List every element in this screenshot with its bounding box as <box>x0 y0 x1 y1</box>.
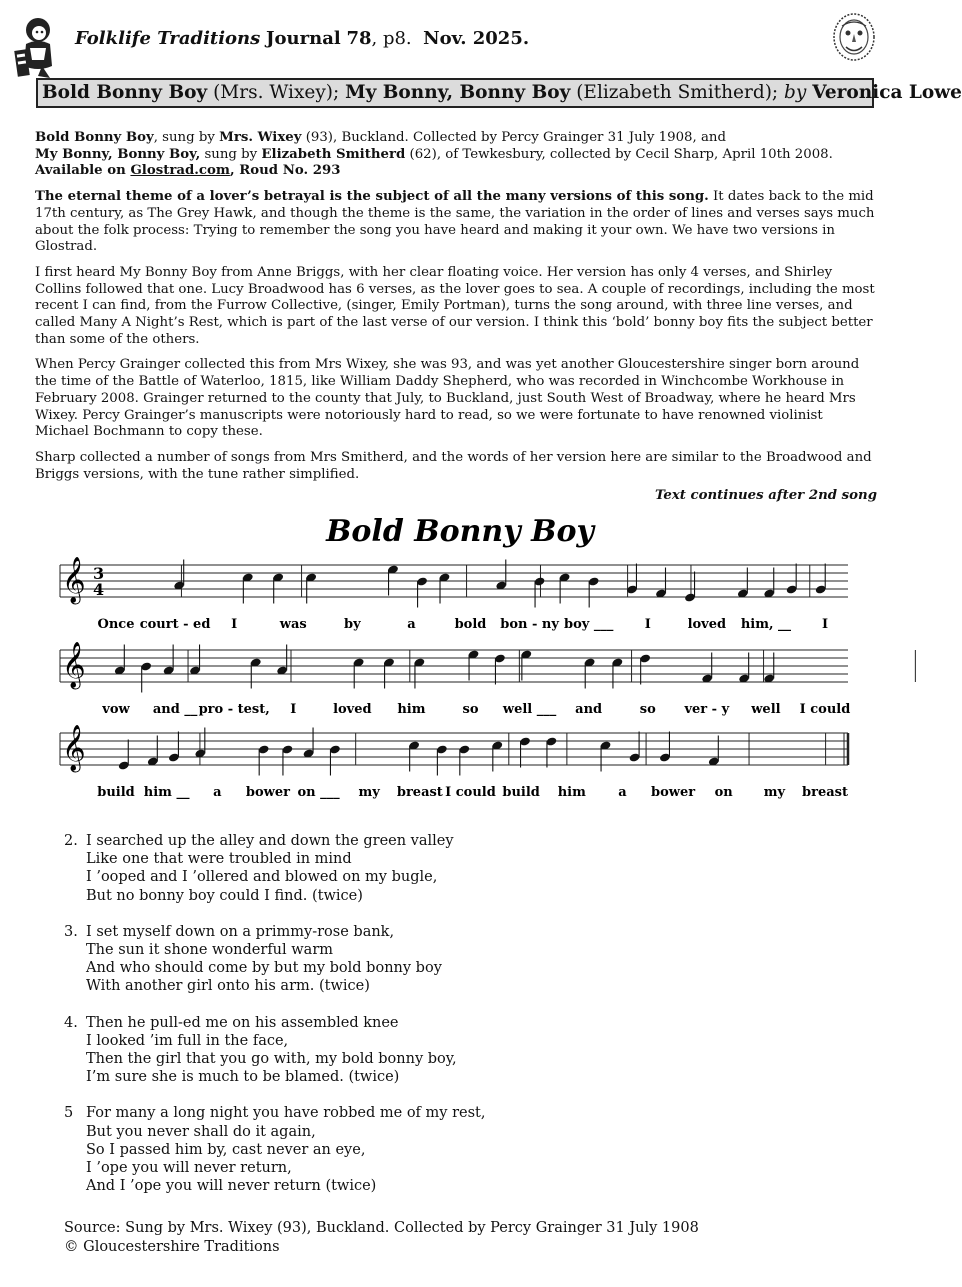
journal-word: Journal <box>266 28 341 49</box>
lyric-syllable: I <box>644 617 651 632</box>
lyric-syllable: pro - test, <box>198 702 270 717</box>
lyric-syllable: him <box>557 785 586 800</box>
intro-song2: My Bonny, Bonny Boy, <box>35 146 201 162</box>
lyric-syllable: Once <box>97 617 135 632</box>
verse-line: So I passed him by, cast never an eye, <box>86 1141 366 1158</box>
lyric-syllable: so <box>462 702 479 717</box>
lyric-syllable: my <box>358 785 380 800</box>
verse <box>64 832 485 905</box>
verse <box>64 1104 485 1195</box>
lyric-syllable: him, __ <box>740 617 792 632</box>
continuation-note: Text continues after 2nd song <box>654 488 877 504</box>
intro-text: (93), Buckland. Collected by Percy Grainger 31 July 1908, and <box>301 130 726 145</box>
title-singer2: (Elizabeth Smitherd); <box>576 82 779 103</box>
title-song1: Bold Bonny Boy <box>42 82 208 103</box>
verse-number: 2. <box>64 833 78 849</box>
lyric-syllable: vow <box>102 702 130 717</box>
journal-header <box>75 28 529 49</box>
lyric-syllable: I <box>290 702 297 717</box>
journal-name: Folklife Traditions <box>75 28 261 49</box>
lyric-syllable: breast <box>802 785 848 800</box>
lyric-syllable: my <box>763 785 786 800</box>
lyric-syllable: him <box>397 702 426 717</box>
lyric-syllable: on <box>714 785 733 800</box>
copyright-line: © Gloucestershire Traditions <box>64 1238 280 1255</box>
time-signature-bottom: 4 <box>93 580 105 599</box>
lyric-syllable: well ___ <box>502 702 557 717</box>
intro-singer1: Mrs. Wixey <box>219 130 302 145</box>
verse-line: And I ’ope you will never return (twice) <box>86 1178 377 1195</box>
score-title: Bold Bonny Boy <box>326 514 594 549</box>
lyric-syllable: a <box>618 785 627 800</box>
lyric-syllable: him __ <box>143 785 190 800</box>
green-man-emblem-icon <box>832 12 876 62</box>
article-body <box>35 130 877 505</box>
verse-line: Then he pull-ed me on his assembled knee <box>86 1014 399 1031</box>
verse-line: Then the girl that you go with, my bold bonny boy, <box>86 1051 457 1068</box>
lyric-syllable: by <box>344 617 361 632</box>
lyric-syllable: bon - ny <box>500 617 559 632</box>
lyric-syllable: and <box>575 702 603 717</box>
intro-text: (62), of Tewkesbury, collected by Cecil Sharp, April 10th 2008. <box>405 146 833 162</box>
lyric-syllable: a <box>213 785 222 800</box>
paragraph-3: When Percy Grainger collected this from Mrs Wixey, she was 93, and was yet another Gloucestershire singer born around the time of the Battle of Waterloo, 1815, like William Daddy Shepherd, who was recorded in Winchcombe Workhouse in February 2008. Grainger returned to the county that July, to Buckland, just South West of Broadway, where he heard Mrs Wixey. Percy Grainger’s manuscripts were notoriously hard to read, so we were fortunate to have renowned violinist Michael Bochmann to copy these. <box>35 357 860 440</box>
lyric-syllable: I <box>231 617 238 632</box>
verse-line: I’m sure she is much to be blamed. (twice) <box>86 1069 400 1086</box>
treble-clef-icon: 𝄞 <box>62 642 86 688</box>
verse-line: With another girl onto his arm. (twice) <box>86 978 370 995</box>
lyric-syllable: bower <box>651 785 696 800</box>
paragraph-2: I first heard My Bonny Boy from Anne Briggs, with her clear floating voice. Her version has only 4 verses, and Shirley Collins followed that one. Lucy Broadwood has 6 verses, as the lover goes to sea. A couple of recordings, including the most recent I can find, from the Furrow Collective, (singer, Emily Portman), turns the song around, with three line verses, and called Many A Night’s Rest, which is part of the last verse of our version. I think this ‘bold’ bonny boy fits the subject better than some of the others. <box>35 264 875 347</box>
intro-song1: Bold Bonny Boy <box>35 130 154 145</box>
verse <box>64 1014 485 1087</box>
intro-text: , sung by <box>153 130 220 145</box>
treble-clef-icon: 𝄞 <box>62 725 86 771</box>
lyric-syllable: so <box>639 702 656 717</box>
verse-line: The sun it shone wonderful warm <box>86 942 334 959</box>
title-by: by <box>784 82 807 103</box>
paragraph-1 <box>35 189 877 256</box>
lyric-syllable: I could <box>445 785 496 800</box>
verse-number: 5 <box>64 1105 74 1122</box>
verse <box>64 923 485 996</box>
lyric-syllable: I <box>821 617 829 632</box>
lyric-syllable: ver - y <box>684 702 730 717</box>
sheet-music-score <box>60 505 860 805</box>
title-author: Veronica Lowe <box>812 82 962 103</box>
lyric-syllable: breast <box>396 785 443 800</box>
page-ref: , p8. <box>371 28 412 49</box>
verse-line: I set myself down on a primmy-rose bank, <box>86 923 395 940</box>
lyric-syllable: bower <box>245 785 290 800</box>
intro-block <box>35 130 877 180</box>
issue-date: Nov. 2025. <box>423 28 530 49</box>
lyric-syllable: loved <box>333 702 372 717</box>
lyric-syllable: well <box>751 702 781 717</box>
lyric-syllable: bold <box>454 617 487 632</box>
verse-line: I searched up the alley and down the green valley <box>86 833 454 849</box>
roud-number: , Roud No. 293 <box>229 163 341 179</box>
glostrad-link[interactable]: Glostrad.com <box>130 163 230 179</box>
lyric-syllable: court - ed <box>139 617 211 632</box>
title-singer1: (Mrs. Wixey); <box>213 82 340 103</box>
verse-line: I ’ope you will never return, <box>86 1160 292 1177</box>
folklife-logo-icon <box>12 14 58 80</box>
lyric-syllable: loved <box>687 617 727 632</box>
verse-line: For many a long night you have robbed me of my rest, <box>86 1105 486 1122</box>
availability-text: Available on <box>35 163 131 179</box>
lyric-syllable: on ___ <box>297 785 340 800</box>
title-song2: My Bonny, Bonny Boy <box>345 82 571 103</box>
source-credit <box>64 1219 699 1256</box>
lyric-syllable: a <box>407 617 416 632</box>
lyrics-verses <box>64 832 485 1213</box>
verse-line: But you never shall do it again, <box>86 1123 316 1140</box>
verse-number: 3. <box>64 923 78 940</box>
lyric-syllable: build <box>97 785 135 800</box>
lyric-syllable: and __ <box>152 702 198 717</box>
issue-number: 78 <box>346 28 372 49</box>
lyric-syllable: boy ___ <box>563 617 614 632</box>
verse-number: 4. <box>64 1014 78 1031</box>
intro-text: sung by <box>200 146 262 162</box>
verse-line: And who should come by but my bold bonny boy <box>86 960 442 977</box>
article-title-box <box>36 78 962 108</box>
lyric-syllable: was <box>279 617 307 632</box>
verse-line: I ’ooped and I ’ollered and blowed on my bugle, <box>86 869 438 886</box>
source-line: Source: Sung by Mrs. Wixey (93), Buckland. Collected by Percy Grainger 31 July 1908 <box>64 1220 699 1236</box>
paragraph-1-lead: The eternal theme of a lover’s betrayal is the subject of all the many versions of this song. <box>35 189 709 205</box>
treble-clef-icon: 𝄞 <box>62 557 86 603</box>
verse-line: I looked ’im full in the face, <box>86 1032 289 1049</box>
lyric-syllable: build <box>502 785 540 800</box>
verse-line: Like one that were troubled in mind <box>86 851 352 868</box>
paragraph-1-text: It dates back to the mid 17th century, as The Grey Hawk, and though the theme is the same, the variation in the order of lines and verses says much about the folk process: Trying to remember the song you have heard and making it your own. We have two versions in Glostrad. <box>35 189 875 255</box>
paragraph-4: Sharp collected a number of songs from Mrs Smitherd, and the words of her version here are similar to the Broadwood and Briggs versions, with the tune rather simplified. <box>35 449 872 482</box>
time-signature-top: 3 <box>93 564 105 583</box>
intro-singer2: Elizabeth Smitherd <box>261 146 406 162</box>
lyric-syllable: I could <box>799 702 851 717</box>
verse-line: But no bonny boy could I find. (twice) <box>86 887 363 904</box>
